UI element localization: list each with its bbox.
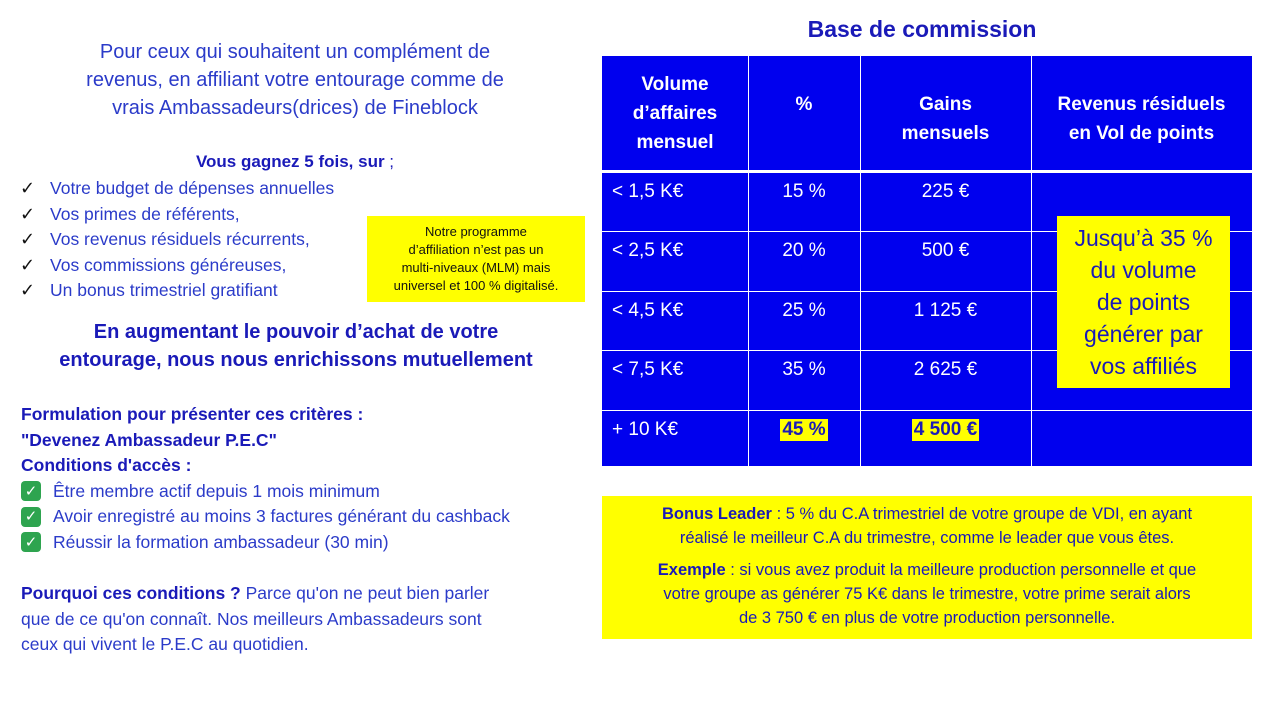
check-box-icon: ✓ [21,507,41,527]
checkmark-icon: ✓ [20,203,36,224]
intro-line: Pour ceux qui souhaitent un complément de [99,41,491,63]
row-percent: 25 % [782,300,826,321]
gains-title [30,152,560,172]
condition-item [21,504,601,530]
bonus-example-paragraph [614,558,1240,630]
header-volume [602,56,748,170]
headline-line: entourage, nous nous enrichissons mutuellement [59,349,533,371]
row-gain: 500 € [921,240,970,261]
criteria-formulation: Formulation pour présenter ces critères : [21,404,364,424]
bonus-line: réalisé le meilleur C.A du trimestre, comme le leader que vous êtes. [679,529,1175,547]
bonus-line: de 3 750 € en plus de votre production personnelle. [738,609,1116,627]
benefit-item [20,202,334,228]
bonus-line: : si vous avez produit la meilleure production personnelle et que [725,561,1197,579]
header-line: mensuels [901,123,990,144]
benefit-item [20,227,334,253]
row-gain: 2 625 € [913,359,978,380]
check-box-icon: ✓ [21,481,41,501]
criteria-slogan: "Devenez Ambassadeur P.E.C" [21,429,277,450]
intro-text [30,38,560,122]
benefit-item [20,176,334,202]
residual-line: générer par [1084,321,1203,347]
condition-label: Avoir enregistré au moins 3 factures générant du cashback [53,506,510,526]
checkmark-icon: ✓ [20,229,36,249]
residual-line: vos affiliés [1090,353,1197,379]
checkmark-icon: ✓ [20,254,36,275]
benefit-item [20,278,334,304]
residual-callout [1057,216,1230,388]
note-line: Notre programme [425,224,527,239]
condition-label: Être membre actif depuis 1 mois minimum [53,480,380,501]
checkmark-icon: ✓ [20,178,36,198]
headline-line: En augmentant le pouvoir d’achat de votre [93,321,499,343]
residual-line: de points [1096,289,1191,315]
row-percent: 15 % [782,181,826,202]
header-residual [1031,56,1252,182]
row-volume: + 10 K€ [612,419,679,440]
header-line: Gains [919,94,972,115]
header-line: Revenus résiduels [1057,94,1226,115]
benefit-label: Un bonus trimestriel gratifiant [50,280,278,300]
residual-line: Jusqu’à 35 % [1074,225,1213,251]
benefit-label: Vos primes de référents, [50,203,240,224]
why-line: ceux qui vivent le P.E.C au quotidien. [21,634,309,654]
intro-line: vrais Ambassadeurs(drices) de Fineblock [112,97,478,119]
header-gains [860,56,1031,182]
why-line: Parce qu'on ne peut bien parler [240,583,490,603]
header-percent: % [795,93,813,115]
row-volume: < 4,5 K€ [612,300,684,321]
note-line: multi-niveaux (MLM) mais [401,260,551,275]
bonus-line: : 5 % du C.A trimestriel de votre groupe de VDI, en ayant [771,505,1193,523]
header-line: d’affaires [632,102,718,124]
intro-line: revenus, en affiliant votre entourage comme de [86,69,504,91]
headline [20,318,572,374]
benefit-item [20,253,334,279]
row-percent: 35 % [782,359,826,380]
row-gain-cell [860,411,1031,449]
condition-item [21,530,601,556]
bonus-leader-box [602,496,1252,639]
row-gain: 1 125 € [913,300,978,321]
checkmark-icon: ✓ [20,280,36,300]
row-volume: < 1,5 K€ [612,181,684,202]
conditions-title: Conditions d'accès : [21,455,192,475]
gains-title-bold: Vous gagnez 5 fois, sur [195,152,385,171]
benefit-label: Vos commissions généreuses, [50,254,287,275]
benefit-label: Votre budget de dépenses annuelles [50,178,335,198]
check-box-icon: ✓ [21,532,41,552]
why-line: que de ce qu'on connaît. Nos meilleurs Ambassadeurs sont [21,608,482,629]
row-volume: < 7,5 K€ [612,359,684,380]
benefits-list [20,176,334,304]
benefit-label: Vos revenus résiduels récurrents, [50,229,310,249]
header-line: en Vol de points [1068,123,1215,144]
header-line: mensuel [636,131,714,153]
table-title: Base de commission [807,16,1037,42]
bonus-leader-label: Bonus Leader [661,505,772,523]
header-line: Volume [641,73,709,95]
gains-title-rest: ; [384,152,395,171]
condition-label: Réussir la formation ambassadeur (30 min) [53,531,389,552]
why-bold: Pourquoi ces conditions ? [21,583,241,603]
note-line: universel et 100 % digitalisé. [393,278,559,293]
condition-item [21,479,601,505]
row-percent-cell [748,411,860,449]
affiliation-note [367,216,585,302]
bonus-leader-paragraph [614,502,1240,550]
criteria-block [21,402,601,555]
row-volume: < 2,5 K€ [612,240,684,261]
bonus-line: votre groupe as générer 75 K€ dans le trimestre, votre prime serait alors [663,585,1191,603]
residual-line: du volume [1090,257,1197,283]
note-line: d’affiliation n’est pas un [408,242,544,257]
row-gain: 225 € [921,181,970,202]
row-percent: 45 % [782,419,826,440]
row-gain: 4 500 € [913,419,978,440]
row-percent: 20 % [782,240,826,261]
bonus-example-label: Exemple [657,561,726,579]
why-conditions [21,581,581,658]
